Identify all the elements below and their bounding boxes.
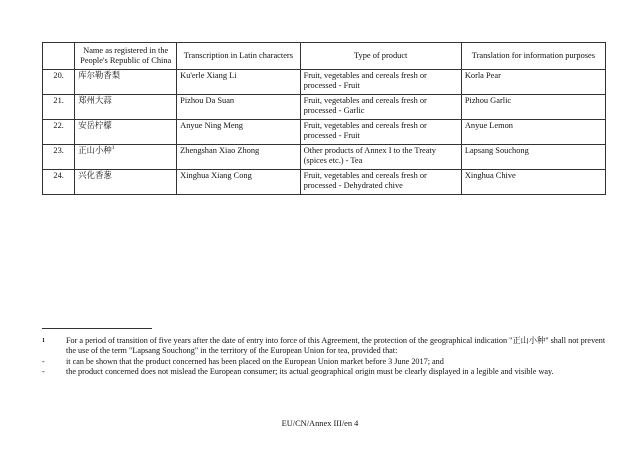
registered-name-cell xyxy=(75,145,177,170)
table-row xyxy=(43,95,606,120)
product-type: Other products of Annex I to the Treaty (spices etc.) - Tea xyxy=(300,145,461,170)
footnote-text: For a period of transition of five years after the date of entry into force of this Agreement, the protection of the geographical indication "正山小种" shall not prevent the use of the term "Lapsang Souchong" in the territory of the European Union for tea, provided that: xyxy=(66,336,606,356)
page-footer: EU/CN/Annex III/en 4 xyxy=(281,419,359,428)
footnote-main xyxy=(42,336,612,357)
header-product-type: Type of product xyxy=(300,43,461,70)
registered-name: 兴化香葱 xyxy=(75,170,177,195)
header-transcription: Transcription in Latin characters xyxy=(177,43,300,70)
latin-transcription: Ku'erle Xiang Li xyxy=(177,70,300,95)
row-number: 24. xyxy=(43,170,75,195)
product-type: Fruit, vegetables and cereals fresh or processed - Garlic xyxy=(300,95,461,120)
header-name-registered: Name as registered in the People's Republic of China xyxy=(75,43,177,70)
translation: Korla Pear xyxy=(461,70,605,95)
header-translation: Translation for information purposes xyxy=(461,43,605,70)
row-number: 22. xyxy=(43,120,75,145)
table-row xyxy=(43,70,606,95)
translation: Anyue Lemon xyxy=(461,120,605,145)
header-number xyxy=(43,43,75,70)
row-number: 20. xyxy=(43,70,75,95)
row-number: 21. xyxy=(43,95,75,120)
footnote-item-text: the product concerned does not mislead the European consumer; its actual geographical origin must be clearly displayed in a legible and visible way. xyxy=(66,367,554,377)
footnote-dash: - xyxy=(42,367,45,377)
product-type: Fruit, vegetables and cereals fresh or processed - Dehydrated chive xyxy=(300,170,461,195)
footnote-dash: - xyxy=(42,356,45,366)
footnote-divider xyxy=(42,328,152,329)
footnote-item xyxy=(42,357,612,367)
latin-transcription: Xinghua Xiang Cong xyxy=(177,170,300,195)
row-number: 23. xyxy=(43,145,75,170)
registered-name: 库尔勒香梨 xyxy=(75,70,177,95)
registered-name: 安岳柠檬 xyxy=(75,120,177,145)
footnote-reference: 1 xyxy=(111,145,115,152)
table-header-row xyxy=(43,43,606,70)
registered-name: 正山小种 xyxy=(78,146,112,155)
product-type: Fruit, vegetables and cereals fresh or processed - Fruit xyxy=(300,70,461,95)
registered-name: 郑州大蒜 xyxy=(75,95,177,120)
translation: Pizhou Garlic xyxy=(461,95,605,120)
latin-transcription: Zhengshan Xiao Zhong xyxy=(177,145,300,170)
footnote-item-text: it can be shown that the product concerned has been placed on the European Union market before 3 June 2017; and xyxy=(66,356,444,366)
table-row xyxy=(43,170,606,195)
table-row xyxy=(43,120,606,145)
latin-transcription: Pizhou Da Suan xyxy=(177,95,300,120)
product-type: Fruit, vegetables and cereals fresh or processed - Fruit xyxy=(300,120,461,145)
latin-transcription: Anyue Ning Meng xyxy=(177,120,300,145)
footnote xyxy=(42,336,612,378)
footnote-item xyxy=(42,367,612,377)
translation: Lapsang Souchong xyxy=(461,145,605,170)
table-row xyxy=(43,145,606,170)
footnote-marker: 1 xyxy=(42,338,45,344)
translation: Xinghua Chive xyxy=(461,170,605,195)
gi-table xyxy=(42,42,606,195)
